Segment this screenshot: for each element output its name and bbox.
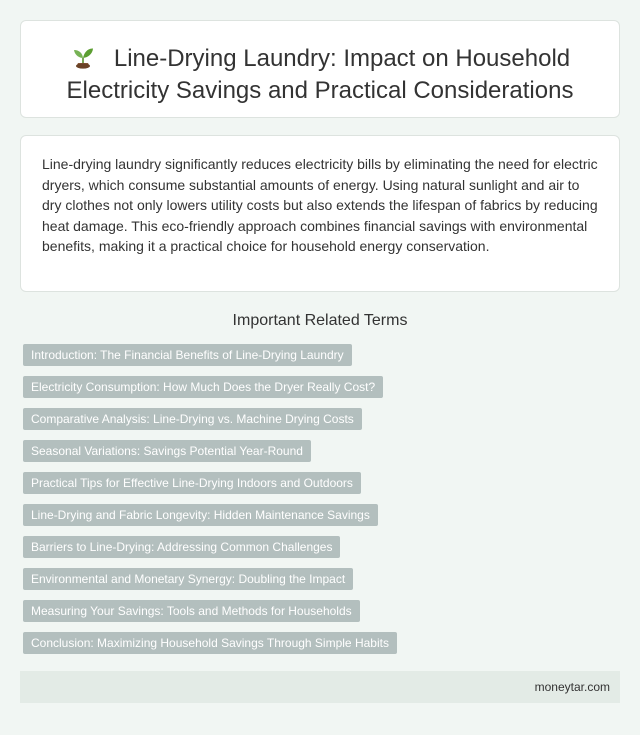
footer-site-name: moneytar.com bbox=[534, 680, 610, 694]
related-term-tag[interactable]: Environmental and Monetary Synergy: Doubling the Impact bbox=[23, 568, 353, 590]
related-term-tag[interactable]: Practical Tips for Effective Line-Drying Indoors and Outdoors bbox=[23, 472, 361, 494]
related-term-tag[interactable]: Measuring Your Savings: Tools and Methods for Households bbox=[23, 600, 360, 622]
related-term-tag[interactable]: Electricity Consumption: How Much Does the Dryer Really Cost? bbox=[23, 376, 383, 398]
related-terms-list bbox=[23, 344, 617, 664]
footer bbox=[20, 671, 620, 703]
page-title bbox=[21, 43, 619, 107]
related-term-tag[interactable]: Introduction: The Financial Benefits of Line-Drying Laundry bbox=[23, 344, 352, 366]
related-term-tag[interactable]: Comparative Analysis: Line-Drying vs. Machine Drying Costs bbox=[23, 408, 362, 430]
summary-card bbox=[20, 135, 620, 292]
sprout-icon bbox=[70, 44, 96, 70]
related-term-tag[interactable]: Conclusion: Maximizing Household Savings Through Simple Habits bbox=[23, 632, 397, 654]
title-card bbox=[20, 20, 620, 118]
related-term-tag[interactable]: Line-Drying and Fabric Longevity: Hidden Maintenance Savings bbox=[23, 504, 378, 526]
related-term-tag[interactable]: Barriers to Line-Drying: Addressing Common Challenges bbox=[23, 536, 340, 558]
related-term-tag[interactable]: Seasonal Variations: Savings Potential Year-Round bbox=[23, 440, 311, 462]
related-terms-heading: Important Related Terms bbox=[232, 312, 408, 329]
summary-text: Line-drying laundry significantly reduces electricity bills by eliminating the need for electric dryers, which consume substantial amounts of energy. Using natural sunlight and air to dry clothes not only lowers utility costs but also extends the lifespan of fabrics by reducing heat damage. This eco-friendly approach combines financial savings with environmental benefits, making it a practical choice for household energy conservation. bbox=[42, 156, 598, 254]
page-title-text: Line-Drying Laundry: Impact on Household Electricity Savings and Practical Considerations bbox=[66, 45, 574, 104]
